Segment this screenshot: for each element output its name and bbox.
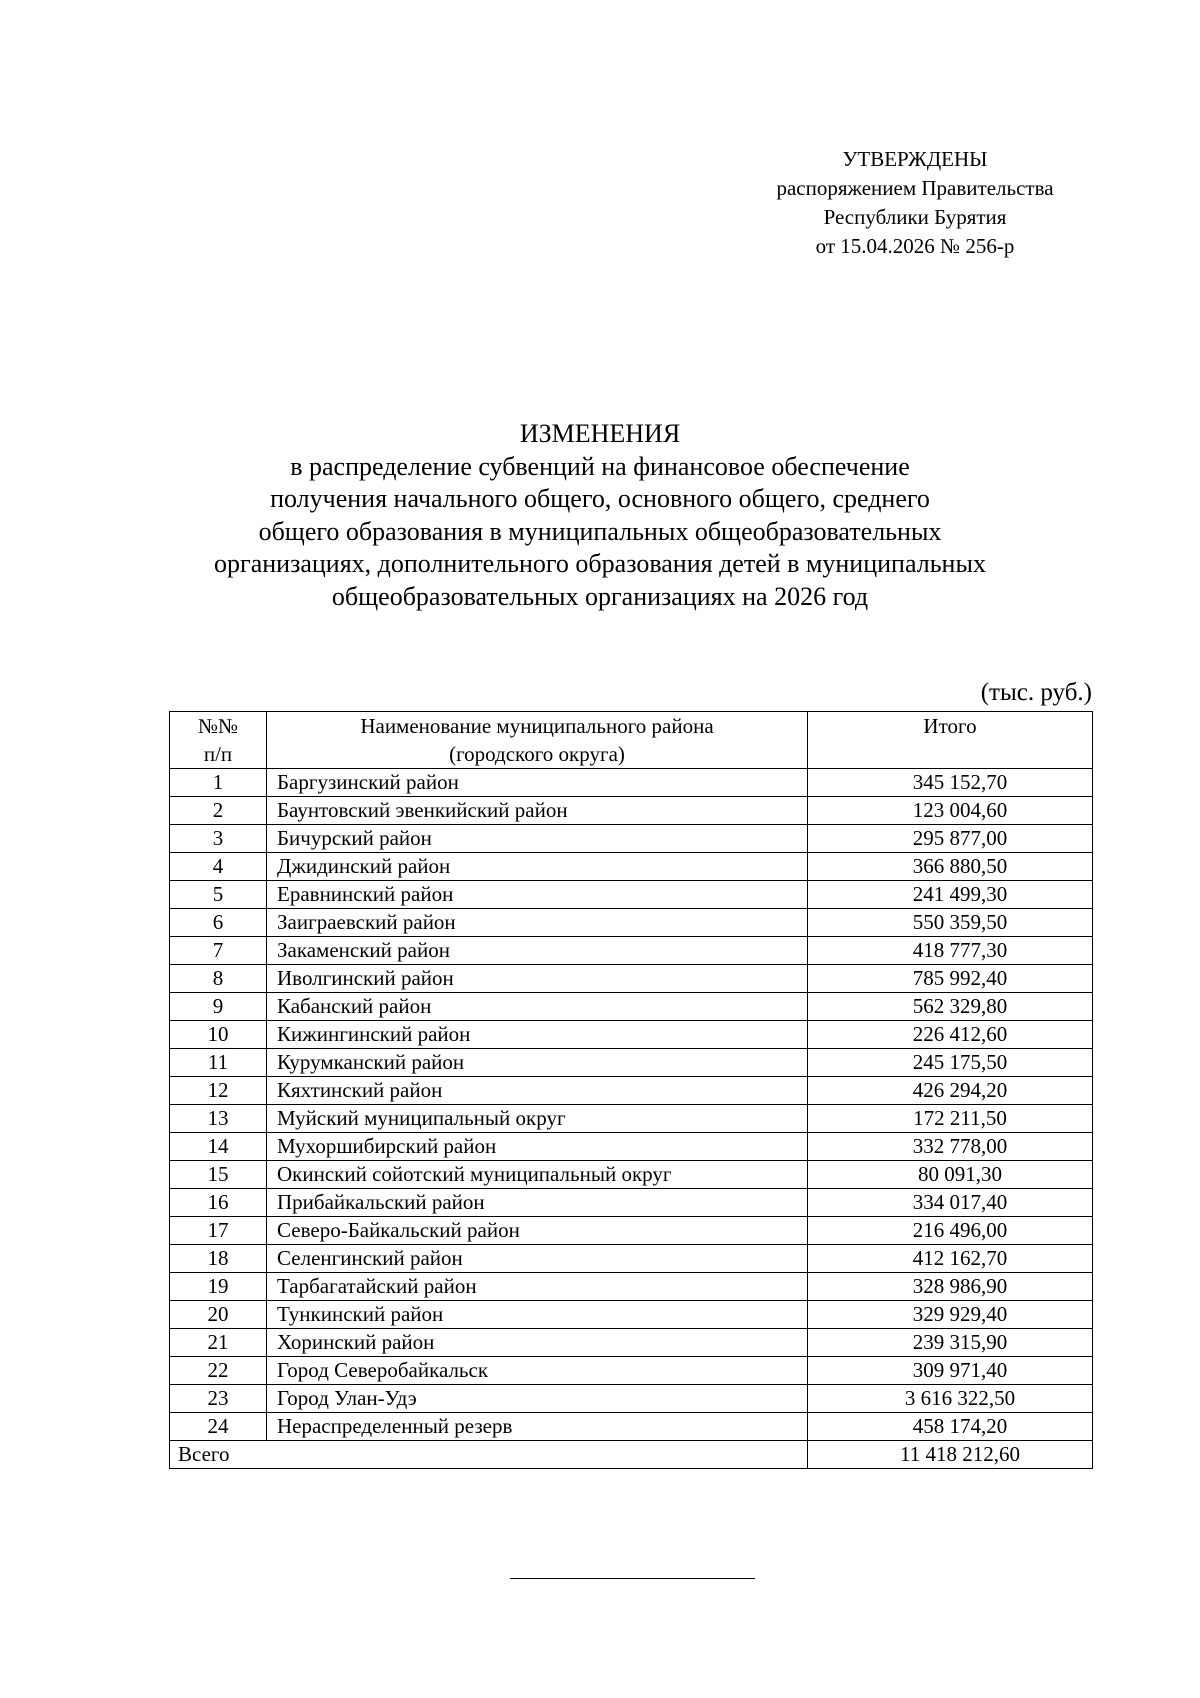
row-total: 366 880,50 — [808, 853, 1093, 881]
table-row — [170, 881, 1093, 909]
row-number: 9 — [170, 993, 267, 1021]
row-district-name: Заиграевский район — [267, 909, 808, 937]
table-row — [170, 937, 1093, 965]
approval-line-4: от 15.04.2026 № 256-р — [815, 234, 1015, 258]
table-row — [170, 1217, 1093, 1245]
row-total: 329 929,40 — [808, 1301, 1093, 1329]
units-label: (тыс. руб.) — [980, 679, 1092, 706]
table-row — [170, 1385, 1093, 1413]
table-row — [170, 909, 1093, 937]
row-district-name: Северо-Байкальский район — [267, 1217, 808, 1245]
table-row — [170, 1021, 1093, 1049]
end-of-document-line — [510, 1578, 755, 1579]
table-row — [170, 1245, 1093, 1273]
header-total: Итого — [808, 712, 1093, 769]
row-district-name: Селенгинский район — [267, 1245, 808, 1273]
footer-total: 11 418 212,60 — [808, 1441, 1093, 1469]
row-district-name: Иволгинский район — [267, 965, 808, 993]
table-row — [170, 1105, 1093, 1133]
header-name — [267, 712, 808, 769]
header-name-line-1: Наименование муниципального района — [360, 714, 714, 738]
row-district-name: Кижингинский район — [267, 1021, 808, 1049]
row-number: 6 — [170, 909, 267, 937]
row-total: 295 877,00 — [808, 825, 1093, 853]
row-total: 80 091,30 — [808, 1161, 1093, 1189]
approval-stamp-block — [735, 145, 1095, 261]
table-footer-row — [170, 1441, 1093, 1469]
approval-line-3: Республики Бурятия — [823, 205, 1007, 229]
table-row — [170, 797, 1093, 825]
row-district-name: Хоринский район — [267, 1329, 808, 1357]
document-subtitle-line: общего образования в муниципальных общеобразовательных — [258, 516, 942, 546]
document-subtitle-line: получения начального общего, основного общего, среднего — [270, 484, 930, 513]
row-district-name: Тункинский район — [267, 1301, 808, 1329]
row-number: 7 — [170, 937, 267, 965]
table-row — [170, 825, 1093, 853]
row-total: 245 175,50 — [808, 1049, 1093, 1077]
row-number: 4 — [170, 853, 267, 881]
table-header-row — [170, 712, 1093, 769]
row-total: 345 152,70 — [808, 769, 1093, 797]
row-total: 334 017,40 — [808, 1189, 1093, 1217]
header-number-line-2: п/п — [203, 742, 233, 766]
document-subtitle-line: общеобразовательных организациях на 2026 год — [331, 581, 869, 611]
header-number — [170, 712, 267, 769]
row-total: 241 499,30 — [808, 881, 1093, 909]
row-district-name: Баргузинский район — [267, 769, 808, 797]
table-row — [170, 1413, 1093, 1441]
table-row — [170, 1273, 1093, 1301]
row-number: 18 — [170, 1245, 267, 1273]
row-number: 11 — [170, 1049, 267, 1077]
row-district-name: Мухоршибирский район — [267, 1133, 808, 1161]
row-number: 2 — [170, 797, 267, 825]
document-subtitle-line: в распределение субвенций на финансовое обеспечение — [290, 451, 910, 481]
row-number: 24 — [170, 1413, 267, 1441]
table-row — [170, 1357, 1093, 1385]
row-total: 123 004,60 — [808, 797, 1093, 825]
row-total: 216 496,00 — [808, 1217, 1093, 1245]
row-number: 21 — [170, 1329, 267, 1357]
row-total: 328 986,90 — [808, 1273, 1093, 1301]
row-total: 3 616 322,50 — [808, 1385, 1093, 1413]
row-number: 5 — [170, 881, 267, 909]
row-total: 309 971,40 — [808, 1357, 1093, 1385]
document-title-block — [150, 418, 1050, 613]
table-row — [170, 1133, 1093, 1161]
row-total: 172 211,50 — [808, 1105, 1093, 1133]
row-number: 20 — [170, 1301, 267, 1329]
row-number: 3 — [170, 825, 267, 853]
row-district-name: Муйский муниципальный округ — [267, 1105, 808, 1133]
row-district-name: Тарбагатайский район — [267, 1273, 808, 1301]
row-total: 426 294,20 — [808, 1077, 1093, 1105]
table-row — [170, 769, 1093, 797]
table-row — [170, 1049, 1093, 1077]
header-name-line-2: (городского округа) — [449, 742, 625, 766]
table-row — [170, 1077, 1093, 1105]
row-number: 8 — [170, 965, 267, 993]
row-total: 785 992,40 — [808, 965, 1093, 993]
row-number: 10 — [170, 1021, 267, 1049]
row-number: 1 — [170, 769, 267, 797]
row-total: 332 778,00 — [808, 1133, 1093, 1161]
row-district-name: Баунтовский эвенкийский район — [267, 797, 808, 825]
header-number-line-1: №№ — [197, 714, 239, 738]
approval-line-2: распоряжением Правительства — [776, 176, 1054, 200]
row-district-name: Кяхтинский район — [267, 1077, 808, 1105]
row-district-name: Курумканский район — [267, 1049, 808, 1077]
row-district-name: Джидинский район — [267, 853, 808, 881]
table-row — [170, 993, 1093, 1021]
subvention-table — [169, 711, 1093, 1469]
row-district-name: Кабанский район — [267, 993, 808, 1021]
footer-label: Всего — [170, 1441, 808, 1469]
table-row — [170, 1189, 1093, 1217]
row-total: 412 162,70 — [808, 1245, 1093, 1273]
row-total: 418 777,30 — [808, 937, 1093, 965]
row-number: 15 — [170, 1161, 267, 1189]
table-row — [170, 853, 1093, 881]
row-district-name: Окинский сойотский муниципальный округ — [267, 1161, 808, 1189]
row-total: 562 329,80 — [808, 993, 1093, 1021]
row-total: 226 412,60 — [808, 1021, 1093, 1049]
row-number: 14 — [170, 1133, 267, 1161]
row-total: 239 315,90 — [808, 1329, 1093, 1357]
row-district-name: Закаменский район — [267, 937, 808, 965]
row-district-name: Город Северобайкальск — [267, 1357, 808, 1385]
document-heading: ИЗМЕНЕНИЯ — [519, 419, 681, 448]
document-subtitle-line: организациях, дополнительного образования детей в муниципальных — [214, 549, 986, 578]
row-number: 22 — [170, 1357, 267, 1385]
row-district-name: Бичурский район — [267, 825, 808, 853]
row-total: 458 174,20 — [808, 1413, 1093, 1441]
row-number: 23 — [170, 1385, 267, 1413]
table-row — [170, 1301, 1093, 1329]
row-number: 12 — [170, 1077, 267, 1105]
row-number: 13 — [170, 1105, 267, 1133]
table-row — [170, 965, 1093, 993]
row-district-name: Еравнинский район — [267, 881, 808, 909]
approval-line-1: УТВЕРЖДЕНЫ — [842, 147, 988, 171]
row-number: 17 — [170, 1217, 267, 1245]
table-row — [170, 1329, 1093, 1357]
row-number: 16 — [170, 1189, 267, 1217]
table-body — [170, 769, 1093, 1441]
row-district-name: Нераспределенный резерв — [267, 1413, 808, 1441]
row-number: 19 — [170, 1273, 267, 1301]
row-total: 550 359,50 — [808, 909, 1093, 937]
row-district-name: Город Улан-Удэ — [267, 1385, 808, 1413]
row-district-name: Прибайкальский район — [267, 1189, 808, 1217]
table-row — [170, 1161, 1093, 1189]
